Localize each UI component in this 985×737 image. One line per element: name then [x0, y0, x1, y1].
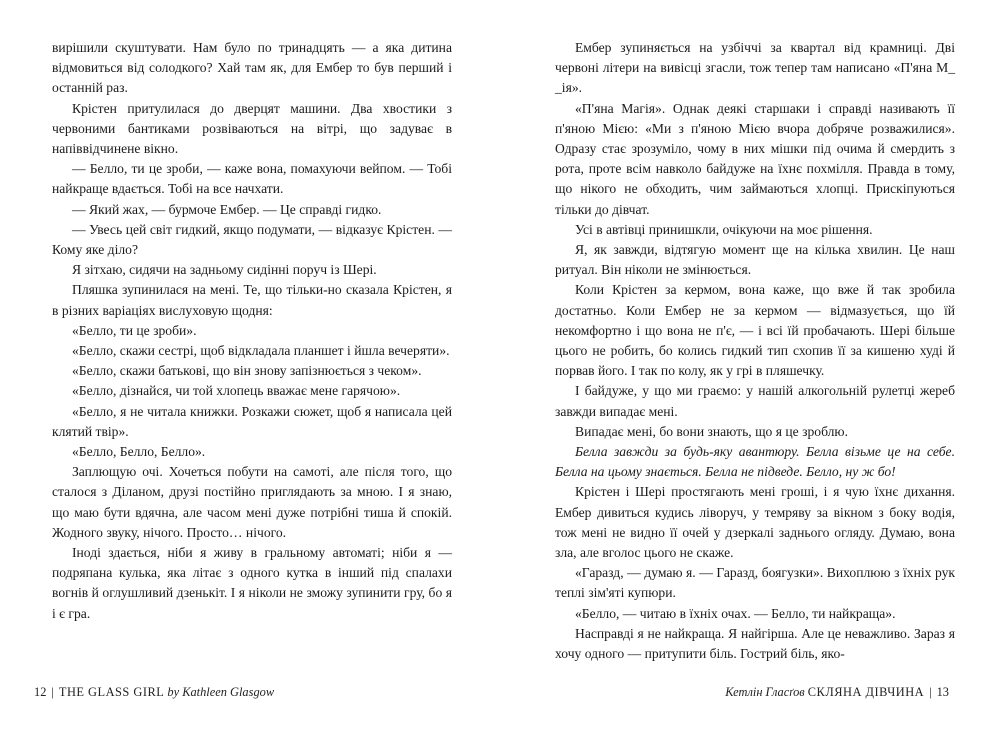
right-page-text [555, 38, 955, 664]
left-page-text [52, 38, 452, 624]
right-book-title: СКЛЯНА ДІВЧИНА [807, 685, 925, 699]
paragraph: «Белло, Белло, Белло». [72, 444, 206, 460]
paragraph: — Увесь цей світ гидкий, якщо подумати, — відказує Крістен. — Кому яке діло? [52, 221, 452, 258]
left-page-footer [34, 684, 274, 700]
paragraph: Пляшка зупинилася на мені. Те, що тільки-но сказала Крістен, я в різних варіаціях вислуховую щодня: [52, 282, 452, 318]
paragraph: І байдуже, у що ми граємо: у нашій алкогольній рулетці жереб завжди випадає мені. [555, 383, 955, 419]
right-page-number: 13 [936, 685, 949, 699]
paragraph: «Белло, дізнайся, чи той хлопець вважає мене гарячою». [72, 383, 401, 399]
paragraph: Белла завжди за будь-яку авантюру. Белла візьме це на себе. Белла на цьому знається. Белла не підведе. Белло, ну ж бо! [555, 444, 955, 480]
paragraph: «Белло, скажи сестрі, щоб відкладала планшет і йшла вечеряти». [72, 343, 450, 359]
footer-separator: | [929, 685, 932, 699]
left-page-number: 12 [34, 685, 47, 699]
paragraph: Я зітхаю, сидячи на задньому сидінні поруч із Шері. [72, 262, 377, 278]
right-author: Кетлін Гласґов [725, 685, 805, 699]
paragraph: Я, як завжди, відтягую момент ще на кілька хвилин. Це наш ритуал. Він ніколи не змінюється. [555, 242, 955, 278]
paragraph: Ембер зупиняється на узбіччі за квартал від крамниці. Дві червоні літери на вивісці згасли, тож тепер там написано «П'яна М_ _ія». [555, 40, 955, 96]
paragraph: Насправді я не найкраща. Я найгірша. Але це неважливо. Зараз я хочу одного — притупити біль. Гострий біль, яко- [555, 625, 955, 662]
right-page-footer [725, 684, 949, 700]
paragraph: «Белло, скажи батькові, що він знову запізнюється з чеком». [72, 363, 422, 379]
left-book-title: THE GLASS GIRL [58, 685, 165, 699]
footer-separator: | [51, 685, 54, 699]
paragraph: Крістен притулилася до дверцят машини. Два хвостики з червоними бантиками розвіваються на вітрі, що задуває в напіввідчинене вікно. [52, 100, 452, 157]
paragraph: вирішили скуштувати. Нам було по тринадцять — а яка дитина відмовиться від солодкого? Хай там як, для Ембер то був перший і останній раз. [52, 40, 452, 96]
paragraph: «П'яна Магія». Однак деякі старшаки і справді називають її п'яною Мією: «Ми з п'яною Мією вчора добряче розважилися». Одразу стає зрозуміло, чому в них мішки під очима й смердить з рота, проте всім навколо байдуже на їхнє похмілля. Правда в тому, що нікого не обходить, чим займаються хлопці. Прискіпуються тільки до дівчат. [555, 100, 955, 217]
paragraph: «Белло, ти це зроби». [72, 322, 197, 338]
paragraph: Усі в автівці принишкли, очікуючи на моє рішення. [575, 221, 873, 237]
paragraph: Заплющую очі. Хочеться побути на самоті, але після того, що сталося з Діланом, друзі постійно приглядають за мною. І я знаю, що маю бути вдячна, але часом мені дуже потрібні тиша й спокій. Жодного звуку, нічого. Просто… нічого. [52, 464, 452, 540]
paragraph: «Белло, я не читала книжки. Розкажи сюжет, щоб я написала цей клятий твір». [52, 403, 452, 439]
paragraph: — Белло, ти це зроби, — каже вона, помахуючи вейпом. — Тобі найкраще вдається. Тобі на все начхати. [52, 161, 452, 197]
paragraph: «Белло, — читаю в їхніх очах. — Белло, ти найкраща». [575, 605, 896, 621]
paragraph: Випадає мені, бо вони знають, що я це зроблю. [575, 423, 848, 439]
paragraph: Іноді здається, ніби я живу в гральному автоматі; ніби я — подряпана кулька, яка літає з одного кутка в інший під спалахи вогнів й оглушливий дзенькіт. І я ніколи не зможу зупинити гру, бо я і є гра. [52, 545, 452, 621]
paragraph: Крістен і Шері простягають мені гроші, і я чую їхнє дихання. Ембер дивиться кудись ліворуч, у темряву за вікном з боку водія, тож мені не видно її очей у дзеркалі заднього огляду. Думаю, вона зла, але вголос цього не скаже. [555, 484, 955, 561]
paragraph: «Гаразд, — думаю я. — Гаразд, боягузки». Вихоплюю з їхніх рук теплі зім'яті купюри. [555, 565, 955, 601]
paragraph: Коли Крістен за кермом, вона каже, що вже й так зробила достатньо. Коли Ембер не за кермом — відмазується, що їй некомфортно і що вона не п'є, — і всі їй пробачають. Шері більше цього не робить, бо колись гидкий тип схопив її за кишеню худі й порвав його. І так по колу, як у грі в пляшечку. [555, 282, 955, 379]
paragraph: — Який жах, — бурмоче Ембер. — Це справді гидко. [72, 201, 382, 217]
left-author: by Kathleen Glasgow [167, 685, 275, 699]
